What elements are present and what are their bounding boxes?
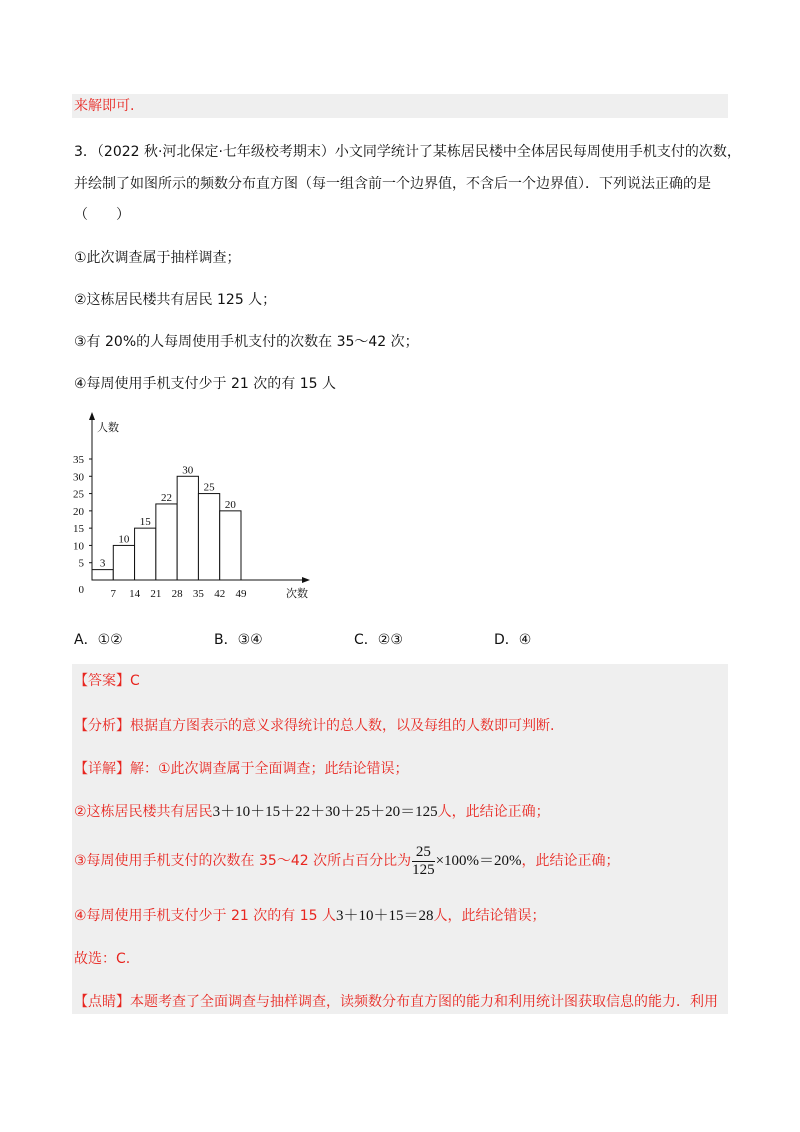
- comment-line: [74, 992, 718, 1012]
- question-stem-1: 小文同学统计了某栋居民楼中全体居民每周使用手机支付的次数，: [334, 144, 741, 160]
- y-axis-title: 人数: [97, 422, 119, 434]
- bar-value-label: 20: [224, 498, 236, 511]
- comment-tag: 【点睛】: [74, 994, 130, 1010]
- conclusion: 故选：C.: [74, 951, 131, 967]
- statement-1: ①此次调查属于抽样调查；: [74, 250, 241, 266]
- option-a: A．①②: [74, 632, 123, 648]
- y-tick-label: 25: [73, 488, 84, 501]
- answer-value: C: [130, 673, 140, 689]
- y-tick-label: 15: [73, 523, 84, 536]
- x-tick-label: 21: [150, 588, 162, 600]
- y-tick-label: 20: [73, 505, 84, 518]
- bar-value-label: 10: [118, 533, 130, 546]
- fraction-numerator: 25: [412, 844, 435, 862]
- histogram-bar: [177, 476, 198, 580]
- detail-line-2: [74, 802, 550, 822]
- detail-4-post: 人，此结论错误；: [433, 908, 546, 924]
- detail-2-post: 人，此结论正确；: [437, 804, 550, 820]
- answer-blank: （ ）: [74, 207, 130, 223]
- x-tick-label: 14: [129, 588, 141, 600]
- y-tick-label: 35: [73, 454, 84, 466]
- comment-text: 本题考查了全面调查与抽样调查，读频数分布直方图的能力和利用统计图获取信息的能力．利用: [130, 994, 718, 1010]
- bar-value-label: 3: [99, 557, 106, 570]
- x-tick-label: 35: [192, 588, 204, 600]
- question-line-1: [74, 142, 741, 162]
- question-source: （2022 秋·河北保定·七年级校考期末）: [96, 144, 335, 160]
- fraction-denominator: 125: [412, 861, 435, 878]
- detail-line-3: [74, 842, 620, 880]
- detail-3-post: ，此结论正确；: [521, 853, 620, 869]
- y-axis-arrow: [89, 412, 95, 420]
- analysis-tag: 【分析】: [74, 718, 130, 734]
- detail-3-math: ×100%＝20%: [435, 853, 522, 869]
- question-stem-2: 并绘制了如图所示的频数分布直方图（每一组含前一个边界值，不含后一个边界值）．下列说法正确的是: [74, 176, 711, 192]
- histogram-bar: [220, 511, 241, 580]
- y-tick-label: 5: [78, 557, 84, 570]
- x-tick-label: 7: [110, 588, 117, 600]
- y-tick-label: 30: [73, 471, 84, 484]
- percent-fraction: [412, 844, 435, 879]
- analysis-line: [74, 716, 554, 736]
- prev-answer-tail: 来解即可.: [74, 98, 135, 114]
- analysis-text: 根据直方图表示的意义求得统计的总人数，以及每组的人数即可判断.: [130, 718, 555, 734]
- x-axis-title: 次数: [286, 588, 308, 600]
- detail-line-4: [74, 906, 546, 926]
- option-c: C．②③: [354, 632, 403, 648]
- detail-tag: 【详解】: [74, 761, 130, 777]
- histogram-bar: [92, 570, 113, 580]
- x-tick-label: 49: [235, 588, 247, 600]
- prev-answer-band: [72, 94, 728, 118]
- bar-value-label: 22: [161, 491, 172, 504]
- option-d: D．④: [494, 632, 532, 648]
- question-number: 3．: [74, 144, 97, 160]
- y-tick-label: 10: [73, 540, 84, 553]
- bar-value-label: 30: [182, 464, 194, 477]
- bar-value-label: 25: [203, 481, 215, 494]
- statement-4: ④每周使用手机支付少于 21 次的有 15 人: [74, 376, 336, 392]
- detail-2-pre: ②这栋居民楼共有居民: [74, 804, 213, 820]
- x-tick-label: 42: [214, 588, 226, 600]
- answer-tag: 【答案】: [74, 673, 130, 689]
- statement-3: ③有 20%的人每周使用手机支付的次数在 35～42 次；: [74, 334, 419, 350]
- option-b: B．③④: [214, 632, 263, 648]
- detail-line-1: [74, 759, 409, 779]
- histogram-bar: [113, 545, 134, 580]
- histogram-bar: [198, 494, 219, 580]
- answer-line: [74, 671, 140, 691]
- detail-text-1: 解：①此次调查属于全面调查；此结论错误；: [130, 761, 409, 777]
- detail-2-math: 3＋10＋15＋22＋30＋25＋20＝125: [212, 804, 438, 820]
- detail-4-pre: ④每周使用手机支付少于 21 次的有 15 人: [74, 908, 336, 924]
- detail-4-math: 3＋10＋15＝28: [335, 908, 434, 924]
- x-axis-arrow: [302, 577, 310, 583]
- detail-3-pre: ③每周使用手机支付的次数在 35～42 次所占百分比为: [74, 853, 412, 869]
- histogram-chart: [70, 408, 330, 608]
- bar-value-label: 15: [139, 516, 151, 529]
- x-tick-label: 28: [171, 588, 183, 600]
- origin-label: 0: [78, 584, 84, 596]
- histogram-bar: [135, 528, 156, 580]
- statement-2: ②这栋居民楼共有居民 125 人；: [74, 292, 277, 308]
- histogram-bar: [156, 504, 177, 580]
